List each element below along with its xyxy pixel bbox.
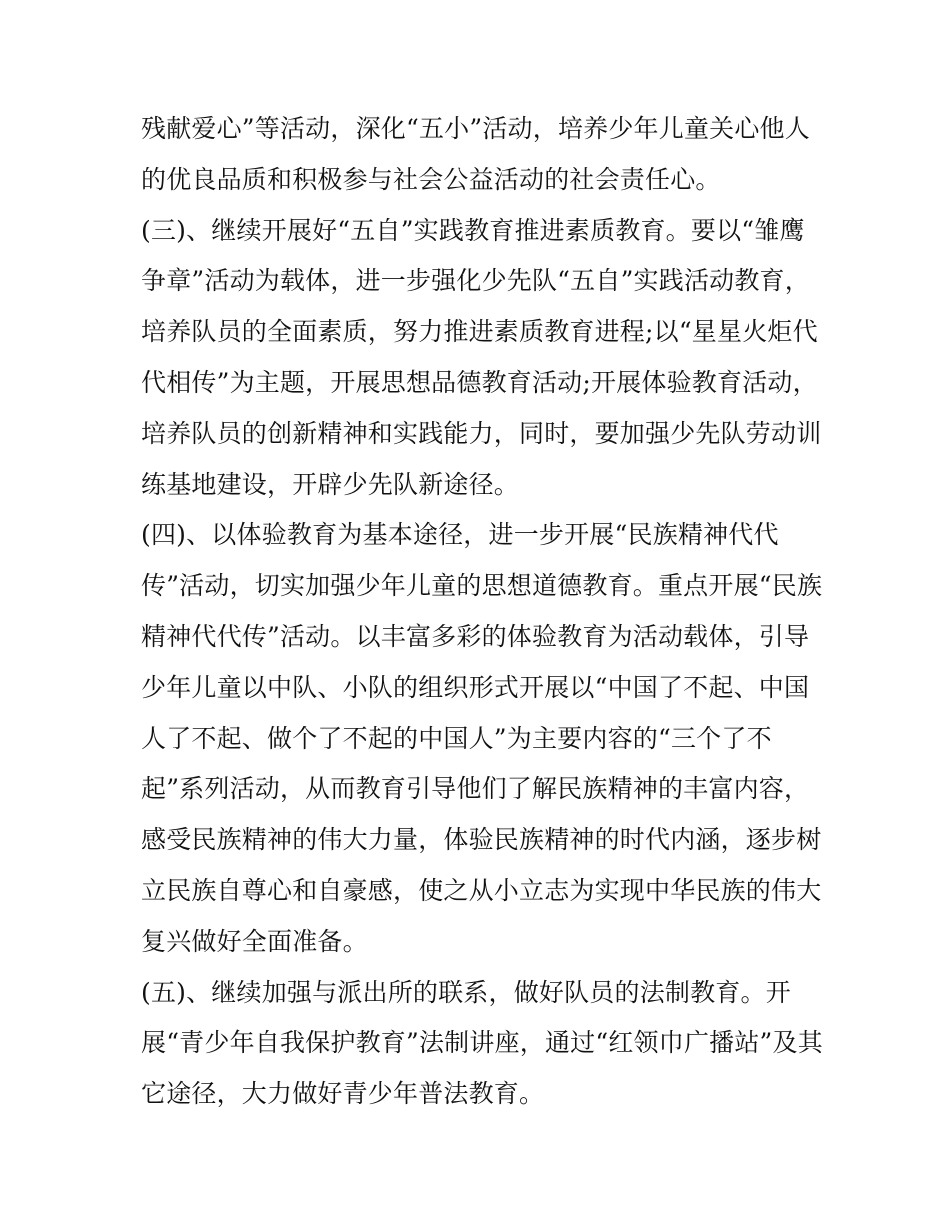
text-line: 起”系列活动，从而教育引导他们了解民族精神的丰富内容， <box>141 774 810 804</box>
document-body <box>141 104 821 1120</box>
text-line: 残献爱心”等活动，深化“五小”活动，培养少年儿童关心他人 <box>141 114 810 143</box>
text-line: 人了不起、做个了不起的中国人”为主要内容的“三个了不 <box>141 723 772 753</box>
text-line: 感受民族精神的伟大力量，体验民族精神的时代内涵，逐步树 <box>141 825 822 855</box>
text-line: 的优良品质和积极参与社会公益活动的社会责任心。 <box>141 164 721 194</box>
text-line: 精神代代传”活动。以丰富多彩的体验教育为活动载体，引导 <box>141 621 810 651</box>
text-line: 展“青少年自我保护教育”法制讲座，通过“红领巾广播站”及其 <box>141 1028 823 1058</box>
text-line: 培养队员的全面素质，努力推进素质教育进程;以“星星火炬代 <box>141 317 818 347</box>
text-line: 争章”活动为载体，进一步强化少先队“五自”实践活动教育， <box>141 266 810 296</box>
text-line: 培养队员的创新精神和实践能力，同时，要加强少先队劳动训 <box>141 418 822 448</box>
text-line: 少年儿童以中队、小队的组织形式开展以“中国了不起、中国 <box>141 672 810 702</box>
text-line: (三)、继续开展好“五自”实践教育推进素质教育。要以“雏鹰 <box>141 215 805 245</box>
text-line: 代相传”为主题，开展思想品德教育活动;开展体验教育活动， <box>141 367 818 397</box>
text-line: (五)、继续加强与派出所的联系，做好队员的法制教育。开 <box>141 977 791 1007</box>
text-line: 练基地建设，开辟少先队新途径。 <box>141 469 520 499</box>
text-line: 复兴做好全面准备。 <box>141 926 368 956</box>
text-line: 立民族自尊心和自豪感，使之从小立志为实现中华民族的伟大 <box>141 875 822 905</box>
text-line: (四)、以体验教育为基本途径，进一步开展“民族精神代代 <box>141 520 779 550</box>
text-line: 它途径，大力做好青少年普法教育。 <box>141 1079 545 1109</box>
text-line: 传”活动，切实加强少年儿童的思想道德教育。重点开展“民族 <box>141 571 823 601</box>
